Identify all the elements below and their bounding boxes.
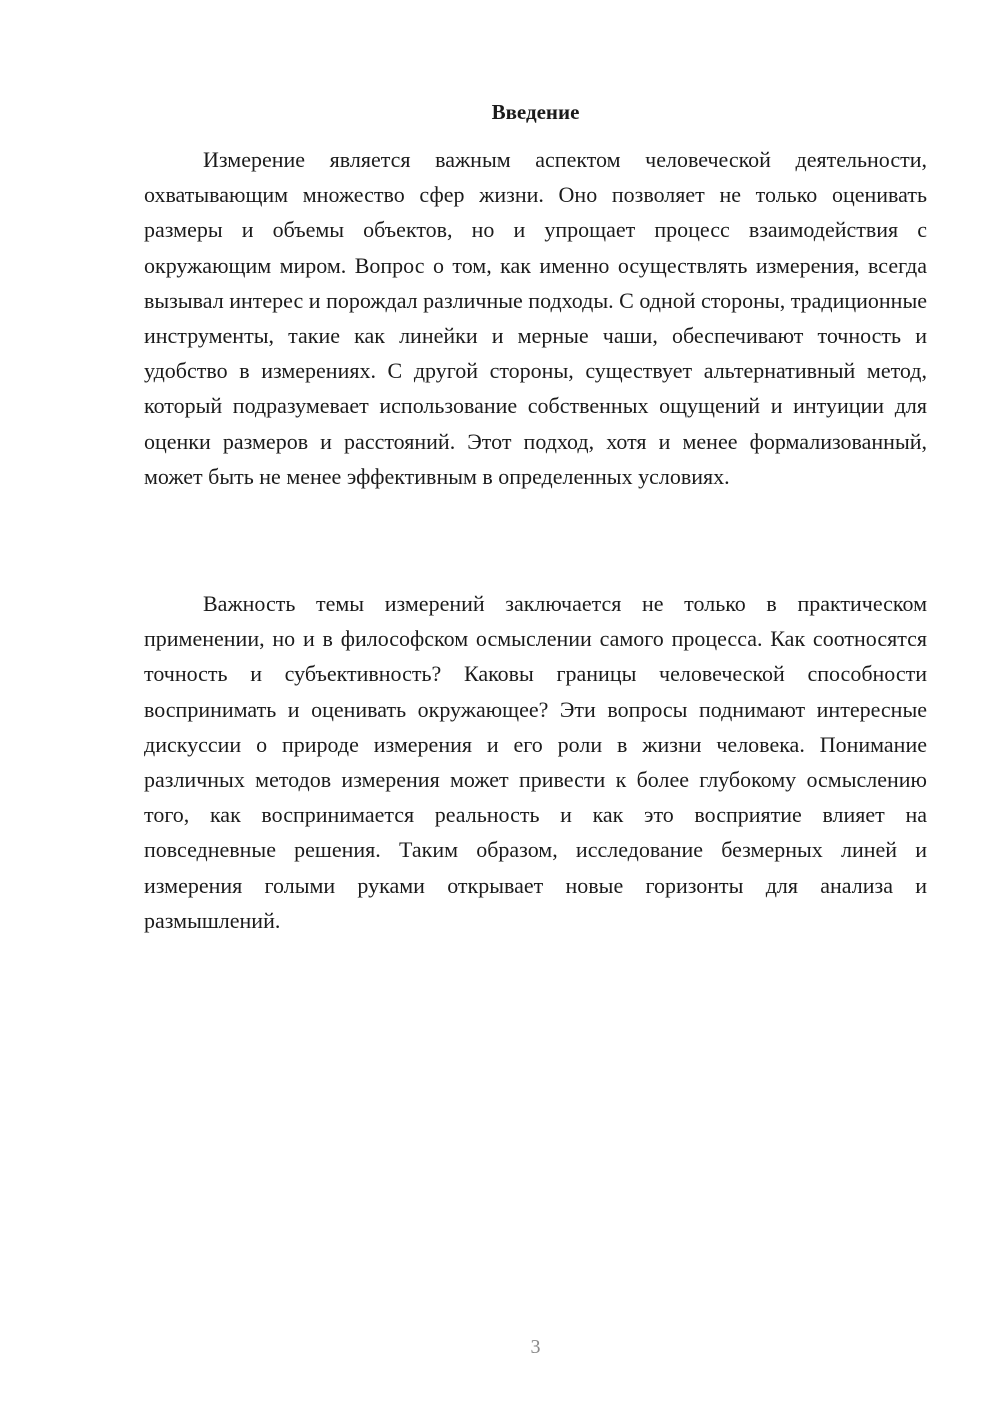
page-number: 3 <box>530 1336 541 1358</box>
section-title: Введение <box>491 100 580 124</box>
paragraph-1: Измерение является важным аспектом человеческой деятельности, охватывающим множество сфер жизни. Оно позволяет не только оценивать размеры и объемы объектов, но и упрощает процесс взаимодействия с окружающим миром. Вопрос о том, как именно осуществлять измерения, всегда вызывал интерес и порождал различные подходы. С одной стороны, традиционные инструменты, такие как линейки и мерные чаши, обеспечивают точность и удобство в измерениях. С другой стороны, существует альтернативный метод, который подразумевает использование собственных ощущений и интуиции для оценки размеров и расстояний. Этот подход, хотя и менее формализованный, может быть не менее эффективным в определенных условиях. <box>144 147 927 489</box>
paragraph-2: Важность темы измерений заключается не только в практическом применении, но и в философском осмыслении самого процесса. Как соотносятся точность и субъективность? Каковы границы человеческой способности воспринимать и оценивать окружающее? Эти вопросы поднимают интересные дискуссии о природе измерения и его роли в жизни человека. Понимание различных методов измерения может привести к более глубокому осмыслению того, как воспринимается реальность и как это восприятие влияет на повседневные решения. Таким образом, исследование безмерных линей и измерения голыми руками открывает новые горизонты для анализа и размышлений. <box>144 591 927 933</box>
